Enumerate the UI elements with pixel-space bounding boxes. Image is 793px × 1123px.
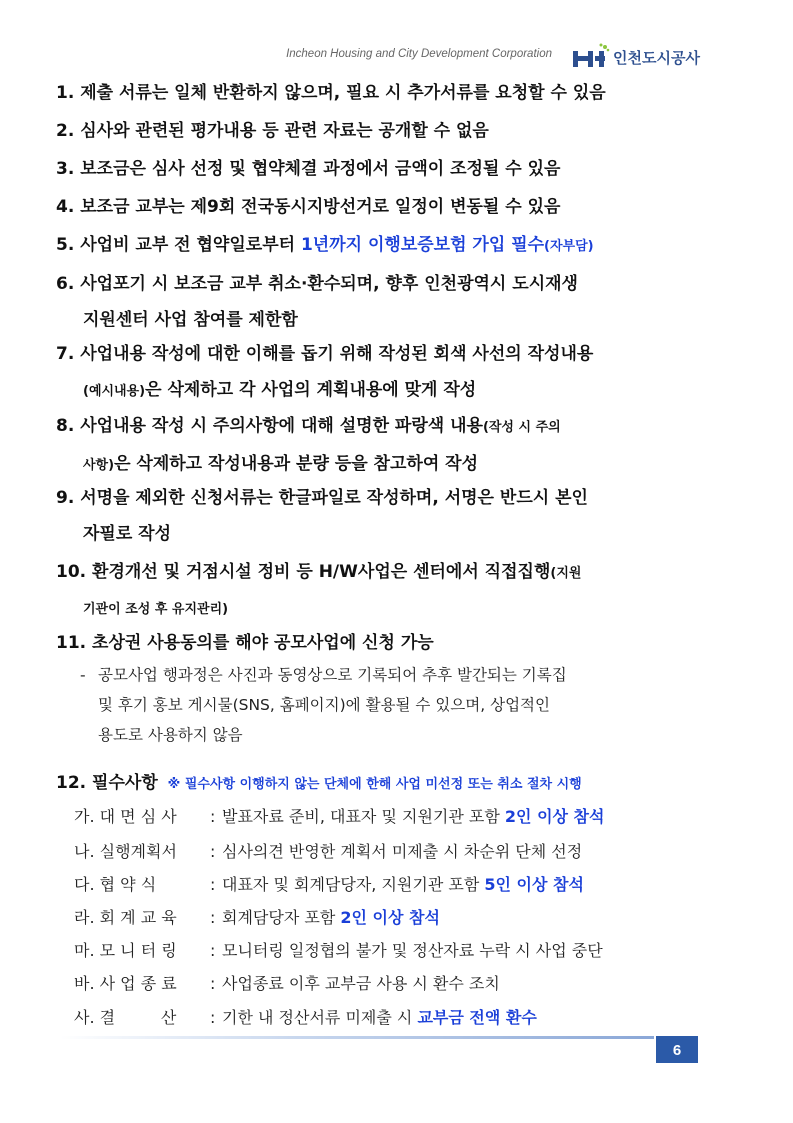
logo-text: 인천도시공사 — [613, 48, 700, 67]
list-item: 3. 보조금은 심사 선정 및 협약체결 과정에서 금액이 조정될 수 있음 — [56, 159, 561, 179]
page-number: 6 — [656, 1039, 698, 1063]
list-item: 1. 제출 서류는 일체 반환하지 않으며, 필요 시 추가서류를 요청할 수 있음 — [56, 83, 606, 103]
list-item: 10. 환경개선 및 거점시설 정비 등 H/W사업은 센터에서 직접집행(지원 기관이 조성 후 유지관리) — [56, 562, 582, 617]
ih-logo-icon — [571, 42, 611, 72]
requirement-row: 마. 모 니 터 링 : 모니터링 일정협의 불가 및 정산자료 누락 시 사업 중단 — [74, 941, 603, 960]
requirement-row: 다. 협 약 식 : 대표자 및 회계담당자, 지원기관 포함 5인 이상 참석 — [74, 875, 584, 894]
page-header — [230, 42, 700, 72]
list-item: 6. 사업포기 시 보조금 교부 취소·환수되며, 향후 인천광역시 도시재생 지원센터 사업 참여를 제한함 — [56, 274, 578, 330]
list-item: 2. 심사와 관련된 평가내용 등 관련 자료는 공개할 수 없음 — [56, 121, 489, 141]
list-item: 8. 사업내용 작성 시 주의사항에 대해 설명한 파랑색 내용(작성 시 주의 사항)은 삭제하고 작성내용과 분량 등을 참고하여 작성 — [56, 416, 561, 474]
requirement-row: 나. 실행계획서 : 심사의견 반영한 계획서 미제출 시 차순위 단체 선정 — [74, 842, 583, 861]
note-block: - 공모사업 행과정은 사진과 동영상으로 기록되어 추후 발간되는 기록집 및 후기 홍보 게시물(SNS, 홈페이지)에 활용될 수 있으며, 상업적인 용도로 사용하지 않음 — [80, 666, 567, 744]
requirement-row: 사. 결 산 : 기한 내 정산서류 미제출 시 교부금 전액 환수 — [74, 1008, 537, 1027]
requirements-warning: ※ 필수사항 이행하지 않는 단체에 한해 사업 미선정 또는 취소 절차 시행 — [167, 777, 582, 792]
list-item: 9. 서명을 제외한 신청서류는 한글파일로 작성하며, 서명은 반드시 본인 자필로 작성 — [56, 488, 588, 544]
list-item: 4. 보조금 교부는 제9회 전국동시지방선거로 일정이 변동될 수 있음 — [56, 197, 561, 217]
list-item: 11. 초상권 사용동의를 해야 공모사업에 신청 가능 — [56, 633, 434, 653]
list-item: 7. 사업내용 작성에 대한 이해를 돕기 위해 작성된 회색 사선의 작성내용 (예시내용)은 삭제하고 각 사업의 계획내용에 맞게 작성 — [56, 344, 594, 400]
requirement-row: 바. 사 업 종 료 : 사업종료 이후 교부금 사용 시 환수 조치 — [74, 974, 500, 993]
corporation-name-en: Incheon Housing and City Development Corporation — [286, 48, 552, 60]
requirement-row: 라. 회 계 교 육 : 회계담당자 포함 2인 이상 참석 — [74, 908, 440, 927]
list-item: 5. 사업비 교부 전 협약일로부터 1년까지 이행보증보험 가입 필수(자부담) — [56, 235, 594, 255]
footer-divider — [60, 1036, 654, 1039]
requirements-heading: 12. 필수사항 ※ 필수사항 이행하지 않는 단체에 한해 사업 미선정 또는 취소 절차 시행 — [56, 773, 582, 793]
ih-logo — [571, 42, 700, 72]
requirement-row: 가. 대 면 심 사 : 발표자료 준비, 대표자 및 지원기관 포함 2인 이상 참석 — [74, 807, 605, 826]
